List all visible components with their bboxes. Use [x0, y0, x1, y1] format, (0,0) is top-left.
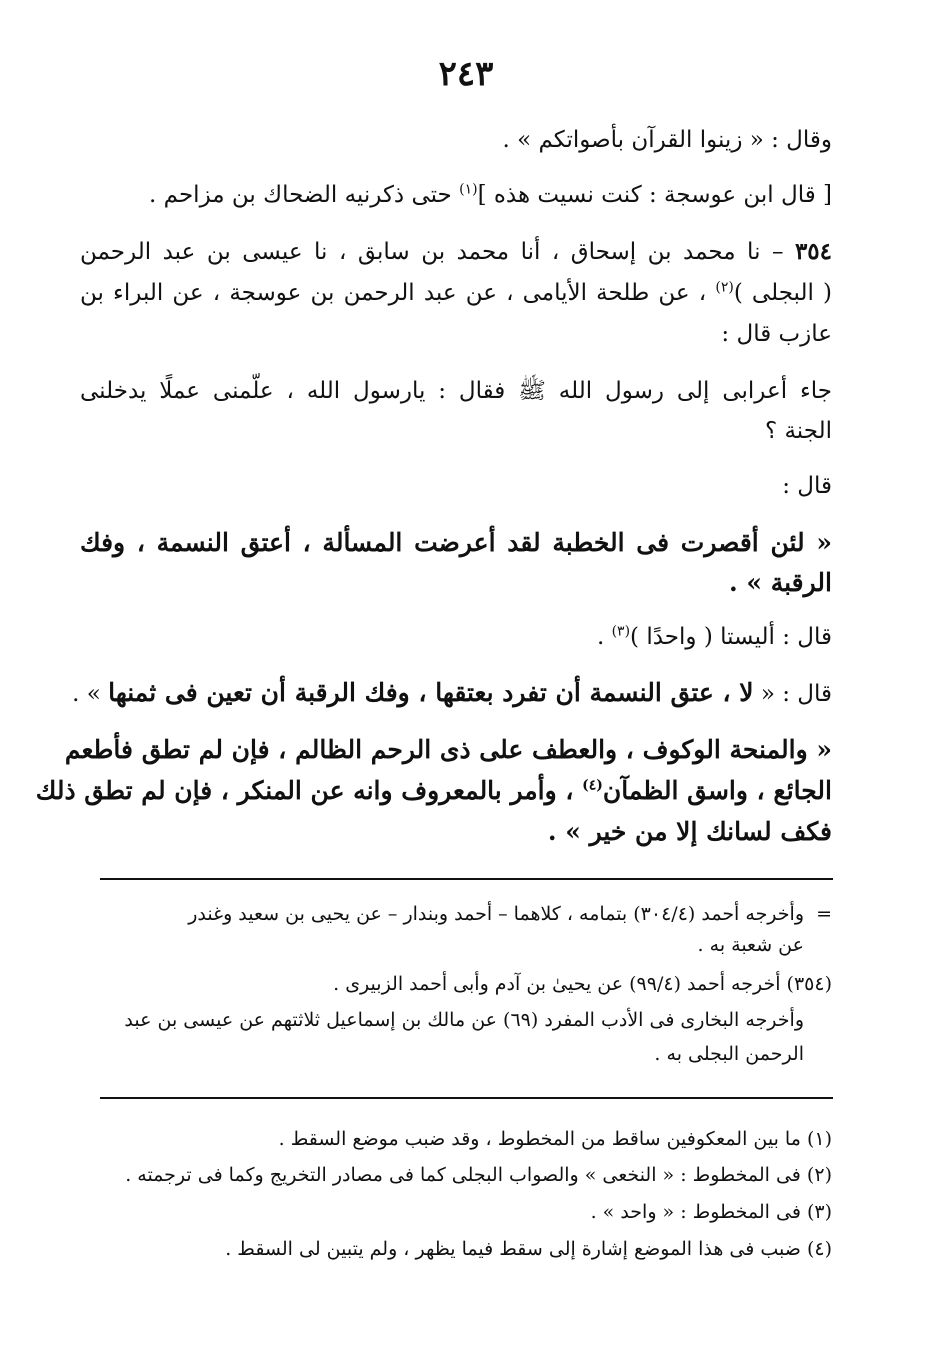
footnote-ref-1: (١)	[459, 181, 478, 198]
page-number: ٢٤٣	[438, 54, 494, 94]
footnote-3: (٣) فى المخطوط : « واحد » .	[590, 1201, 832, 1223]
isnad-line-1: ٣٥٤ – نا محمد بن إسحاق ، أنا محمد بن سابق ، نا عيسى بن عبد الرحمن	[80, 238, 832, 265]
footnote-ref-3: (٣)	[611, 623, 631, 640]
saying-line-2: الرقبة » .	[729, 568, 832, 597]
matn-line-3: قال :	[782, 473, 832, 499]
matn-line-2: الجنة ؟	[764, 418, 832, 444]
takhrij-line-5: الرحمن البجلى به .	[654, 1043, 804, 1065]
isnad-line-3: عازب قال :	[721, 321, 832, 347]
footnote-1: (١) ما بين المعكوفين ساقط من المخطوط ، وقد ضبب موضع السقط .	[278, 1128, 832, 1150]
matn-line-1: جاء أعرابى إلى رسول الله ﷺ فقال : يارسول الله ، علّمنى عملًا يدخلنى	[80, 378, 832, 404]
question-line: قال : أليستا ( واحدًا )$^{(٣)}$ .	[596, 623, 832, 650]
final-line-3: فكف لسانك إلا من خير » .	[547, 817, 832, 846]
footnote-ref-4: (٤)	[582, 777, 603, 794]
saying-line-1: « لئن أقصرت فى الخطبة لقد أعرضت المسألة ، أعتق النسمة ، وفك	[80, 528, 832, 557]
footnote-2: (٢) فى المخطوط : « النخعى » والصواب البجلى كما فى مصادر التخريج وكما فى ترجمته .	[125, 1164, 832, 1186]
answer-line: قال : « لا ، عتق النسمة أن تفرد بعتقها ، وفك الرقبة أن تعين فى ثمنها » .	[72, 678, 832, 707]
takhrij-line-4: وأخرجه البخارى فى الأدب المفرد (٦٩) عن مالك بن إسماعيل ثلاثتهم عن عيسى بن عبد	[124, 1009, 804, 1031]
isnad-line-2: ( البجلى )$^{(٢)}$ ، عن طلحة الأيامى ، عن عبد الرحمن بن عوسجة ، عن البراء بن	[80, 279, 833, 306]
footnotes-divider	[100, 1097, 833, 1099]
continuation-mark: =	[816, 903, 832, 925]
takhrij-line-1: وأخرجه أحمد (٣٠٤/٤) بتمامه ، كلاهما – أحمد وبندار – عن يحيى بن سعيد وغندر	[188, 903, 804, 925]
body-line-2: [ قال ابن عوسجة : كنت نسيت هذه ]$^{(١)}$ حتى ذكرنيه الضحاك بن مزاحم .	[149, 181, 832, 208]
final-line-1: « والمنحة الوكوف ، والعطف على ذى الرحم الظالم ، فإن لم تطق فأطعم	[64, 735, 832, 764]
takhrij-line-3: (٣٥٤) أخرجه أحمد (٩٩/٤) عن يحيىٰ بن آدم وأبى أحمد الزبيرى .	[333, 973, 832, 995]
takhrij-divider	[100, 878, 833, 880]
footnote-ref-2: (٢)	[715, 279, 734, 296]
hadith-number: ٣٥٤	[794, 238, 832, 265]
takhrij-line-2: عن شعبة به .	[697, 934, 804, 956]
body-line-1: وقال : « زينوا القرآن بأصواتكم » .	[502, 127, 832, 153]
final-line-2: الجائع ، واسق الظمآن$^{(٤)}$ ، وأمر بالمعروف وانه عن المنكر ، فإن لم تطق ذلك	[35, 776, 832, 805]
footnote-4: (٤) ضبب فى هذا الموضع إشارة إلى سقط فيما يظهر ، ولم يتبين لى السقط .	[225, 1238, 832, 1260]
